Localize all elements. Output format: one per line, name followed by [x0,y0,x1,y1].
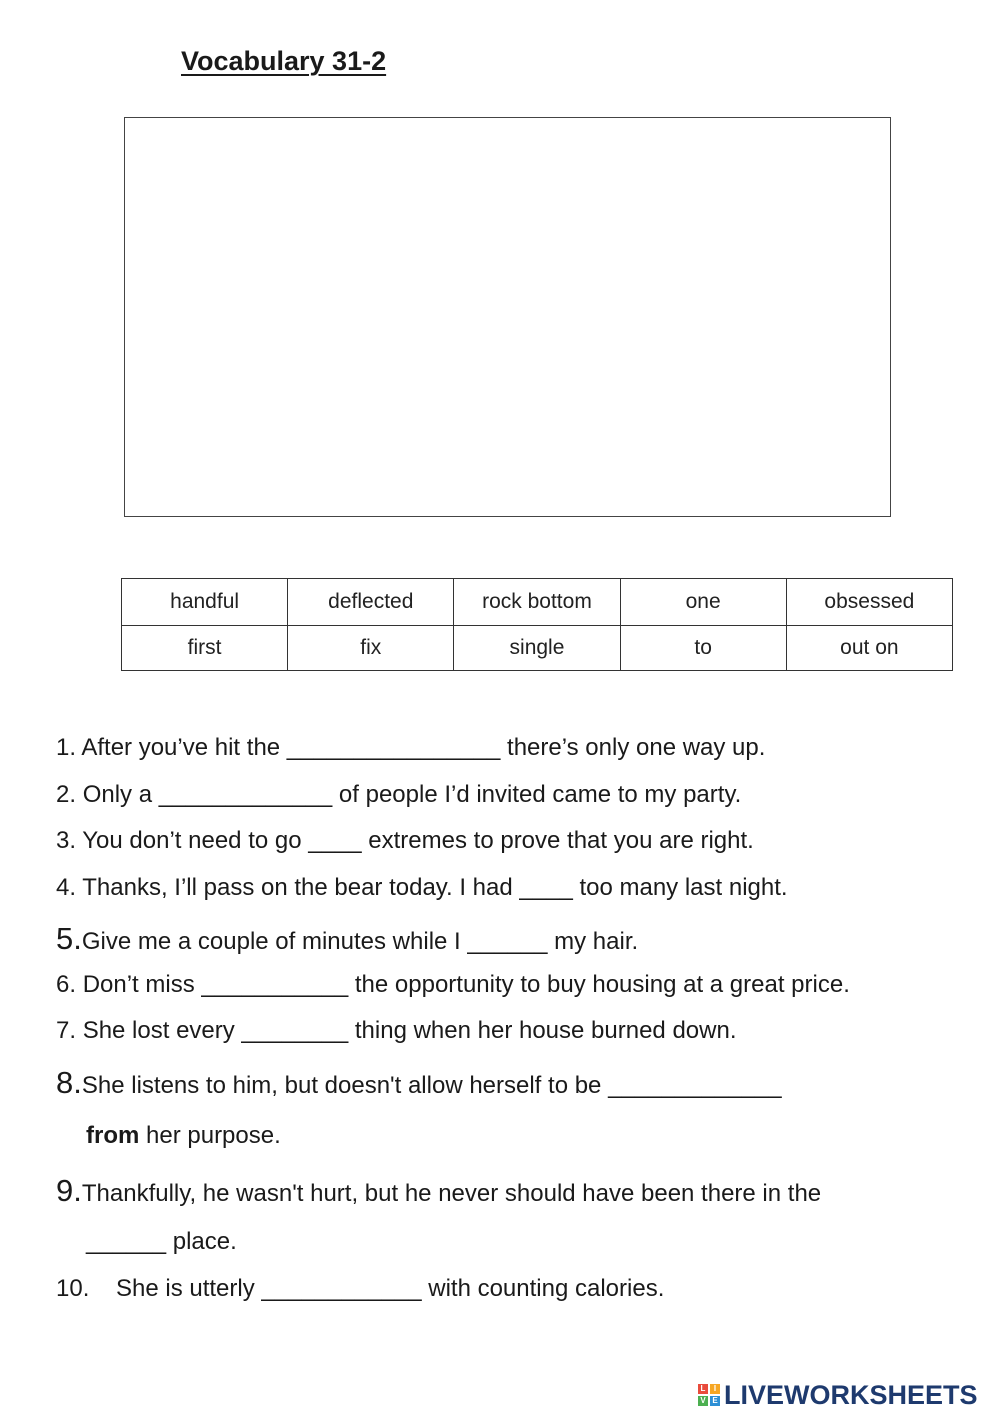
word-bank-cell: handful [122,579,288,626]
logo-mark-icon [698,1384,720,1406]
word-bank-cell: deflected [288,579,454,626]
question-9-continuation: ______ place. [86,1228,237,1255]
question-text: her purpose. [139,1122,281,1149]
question-text: She lost every ________ thing when her house burned down. [82,1017,737,1044]
question-4 [56,876,788,900]
question-text: After you’ve hit the ________________ there’s only one way up. [81,734,766,761]
word-bank-row [122,626,953,671]
question-text: Give me a couple of minutes while I ______ my hair. [81,928,639,955]
question-number: 8. [56,1065,82,1100]
question-text: She is utterly ____________ with counting calories. [116,1275,665,1302]
word-bank-cell: obsessed [786,579,952,626]
question-text: Thanks, I’ll pass on the bear today. I had ____ too many last night. [82,874,788,901]
question-number: 4. [56,874,77,901]
question-number: 10. [56,1275,90,1302]
worksheet-title: Vocabulary 31-2 [181,46,387,76]
question-9 [56,1175,821,1206]
word-bank-cell: out on [786,626,952,671]
word-bank-table [121,578,953,671]
word-bank-cell: to [620,626,786,671]
question-3 [56,829,754,853]
bold-word: from [86,1122,140,1149]
word-bank-cell: single [454,626,620,671]
question-1 [56,736,765,760]
question-number: 7. [56,1017,77,1044]
question-7 [56,1019,737,1043]
question-10 [56,1277,664,1301]
word-bank-cell: rock bottom [454,579,620,626]
question-text: You don’t need to go ____ extremes to prove that you are right. [82,827,754,854]
logo-mark-letter: L [698,1384,708,1394]
question-8 [56,1067,782,1098]
word-bank-cell: one [620,579,786,626]
question-text: Don’t miss ___________ the opportunity to buy housing at a great price. [82,971,850,998]
question-number: 1. [56,734,77,761]
question-number: 9. [56,1173,82,1208]
question-5 [56,923,638,954]
word-bank-row [122,579,953,626]
question-number: 3. [56,827,77,854]
question-6 [56,973,850,997]
word-bank-cell: first [122,626,288,671]
question-number: 5. [56,921,82,956]
liveworksheets-logo [698,1378,978,1412]
word-bank-cell: fix [288,626,454,671]
image-placeholder-box [124,117,891,517]
question-text: Thankfully, he wasn't hurt, but he never should have been there in the [81,1180,822,1207]
logo-mark-letter: I [710,1384,720,1394]
question-number: 2. [56,781,77,808]
logo-text: LIVEWORKSHEETS [724,1379,978,1410]
question-text: She listens to him, but doesn't allow herself to be _____________ [81,1072,782,1099]
logo-mark-letter: V [698,1396,708,1406]
question-2 [56,783,741,807]
question-number: 6. [56,971,77,998]
logo-mark-letter: E [710,1396,720,1406]
question-8-continuation [86,1124,281,1148]
question-text: Only a _____________ of people I’d invited came to my party. [82,781,742,808]
